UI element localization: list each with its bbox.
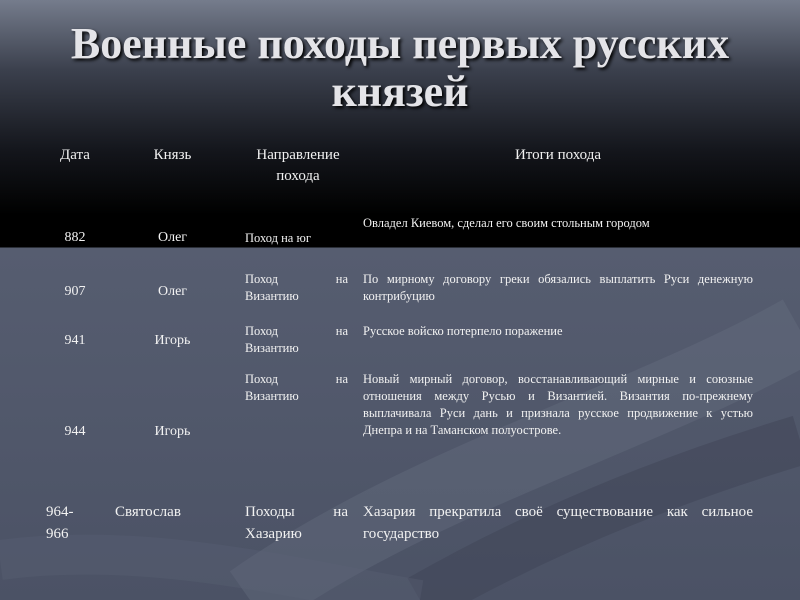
header-prince: Князь xyxy=(153,147,192,163)
row-944-date: 944 xyxy=(64,424,86,439)
row-964-result: Хазария прекратила своё существование как сильное государство xyxy=(363,504,753,542)
row-941-result: Русское войско потерпело поражение xyxy=(363,324,563,338)
row-882-result: Овладел Киевом, сделал его своим стольным городом xyxy=(363,216,650,230)
header-result: Итоги похода xyxy=(514,147,602,163)
row-882-date: 882 xyxy=(64,230,86,245)
row-941-prince: Игорь xyxy=(154,333,191,348)
row-944-result: Новый мирный договор, восстанавливающий мирные и союзные отношения между Русью и Византией. Византия по-прежнему выплачивала Руси дань и признала русское продвижение к устью Днепра и на Таманском полуострове. xyxy=(363,372,753,437)
header-date: Дата xyxy=(60,147,90,163)
row-944-direction: Поход на Византию xyxy=(245,372,348,403)
row-907-direction: Поход на Византию xyxy=(245,272,348,303)
row-964-date: 964-966 xyxy=(46,504,74,542)
row-882-direction: Поход на юг xyxy=(245,231,311,245)
row-944-prince: Игорь xyxy=(154,424,191,439)
slide-title: Военные походы первых русских князей xyxy=(70,19,730,116)
row-964-direction: Походы на Хазарию xyxy=(245,504,348,542)
row-907-prince: Олег xyxy=(157,284,188,299)
row-941-direction: Поход на Византию xyxy=(245,324,348,355)
header-direction: Направление похода xyxy=(256,147,340,184)
row-964-prince: Святослав xyxy=(115,504,181,520)
row-882-prince: Олег xyxy=(157,230,188,245)
row-941-date: 941 xyxy=(64,333,86,348)
row-907-result: По мирному договору греки обязались выплатить Руси денежную контрибуцию xyxy=(363,272,753,303)
row-907-date: 907 xyxy=(64,284,86,299)
